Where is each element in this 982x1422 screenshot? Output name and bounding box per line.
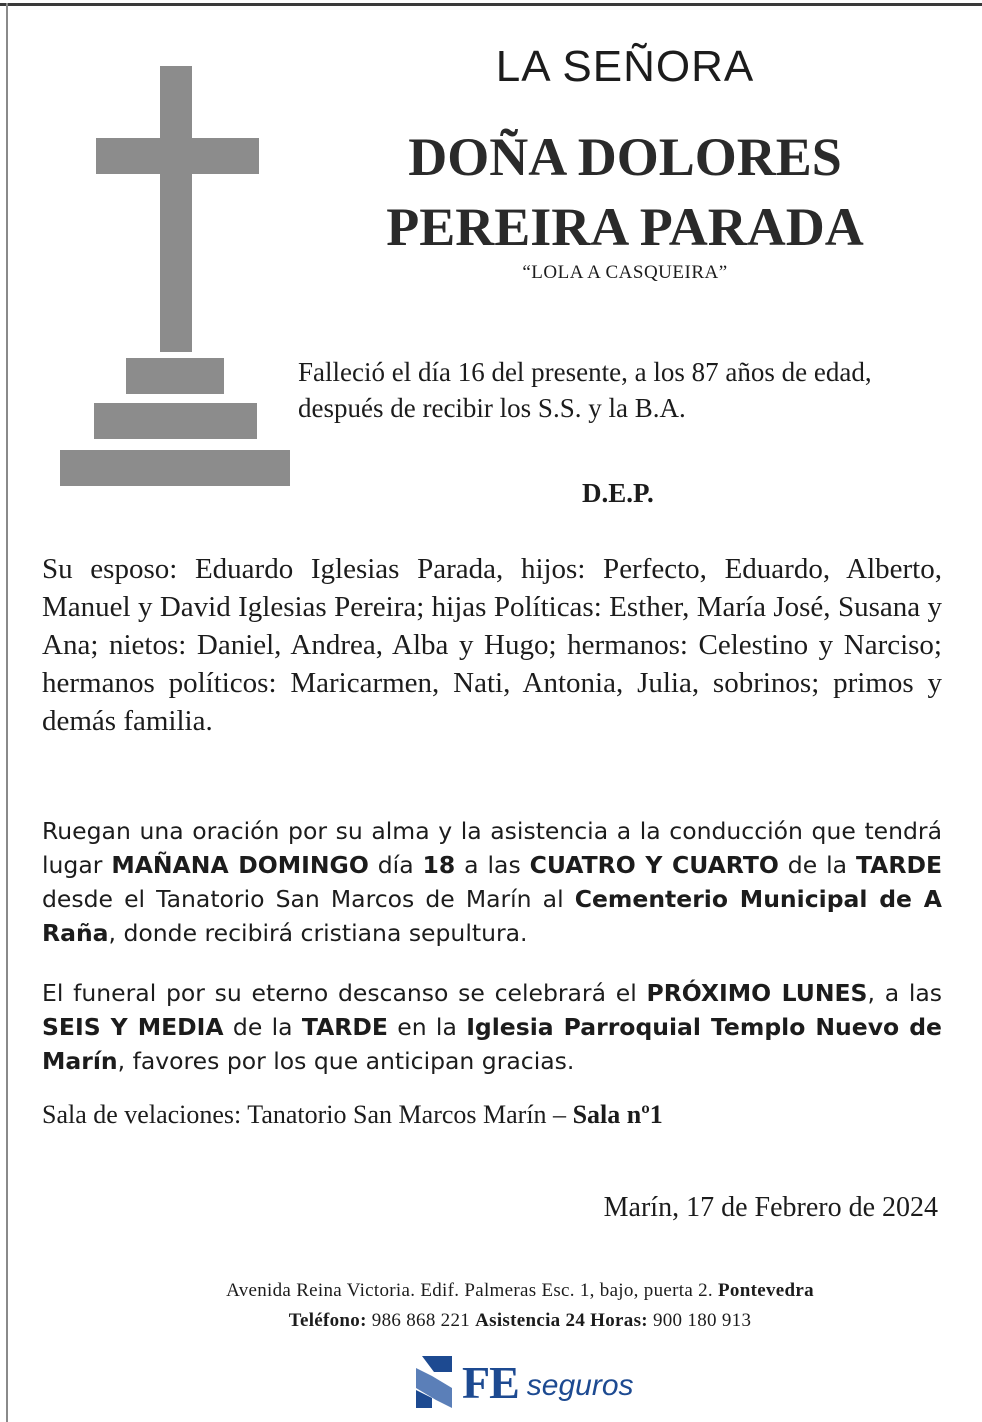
deceased-nickname: “LOLA A CASQUEIRA”: [522, 262, 728, 283]
family-list: Su esposo: Eduardo Iglesias Parada, hijos: Perfecto, Eduardo, Alberto, Manuel y David Iglesias Pereira; hijas Políticas: Esther, María José, Susana y Ana; nietos: Daniel, Andrea, Alba y Hugo; hermanos: Celestino y Narciso; hermanos políticos: Maricarmen, Nati, Antonia, Julia, sobrinos; primos y demás familia.: [42, 553, 942, 737]
fe-seguros-logo: [412, 1352, 634, 1412]
notice-title: LA SEÑORA: [495, 42, 755, 91]
deceased-name-line1: DOÑA DOLORES: [408, 127, 842, 187]
sala-velaciones: Sala de velaciones: Tanatorio San Marcos Marín – Sala nº1: [42, 1100, 663, 1129]
logo-seguros-text: seguros: [526, 1369, 634, 1402]
conduccion-paragraph: Ruegan una oración por su alma y la asistencia a la conducción que tendrá lugar MAÑANA DOMINGO día 18 a las CUATRO Y CUARTO de la TARDE desde el Tanatorio San Marcos de Marín al Cementerio Municipal de A Raña, donde recibirá cristiana sepultura.: [42, 817, 943, 947]
death-notice: Falleció el día 16 del presente, a los 87 años de edad, después de recibir los S.S. y la B.A.: [298, 357, 872, 423]
footer-address: Avenida Reina Victoria. Edif. Palmeras Esc. 1, bajo, puerta 2. Pontevedra: [226, 1280, 814, 1301]
cross-icon: [60, 66, 290, 488]
funeral-paragraph: El funeral por su eterno descanso se celebrará el PRÓXIMO LUNES, a las SEIS Y MEDIA de la TARDE en la Iglesia Parroquial Templo Nuevo de Marín, favores por los que anticipan gracias.: [42, 979, 943, 1075]
deceased-name-line2: PEREIRA PARADA: [386, 197, 864, 257]
notice-date: Marín, 17 de Febrero de 2024: [603, 1192, 938, 1223]
left-border: [6, 3, 8, 1422]
logo-fe-text: FE: [462, 1356, 519, 1408]
fe-seguros-logo-mark: [412, 1354, 456, 1410]
dep-text: D.E.P.: [582, 478, 654, 508]
top-border: [0, 3, 982, 6]
footer-phones: Teléfono: 986 868 221 Asistencia 24 Horas: 900 180 913: [288, 1310, 752, 1331]
